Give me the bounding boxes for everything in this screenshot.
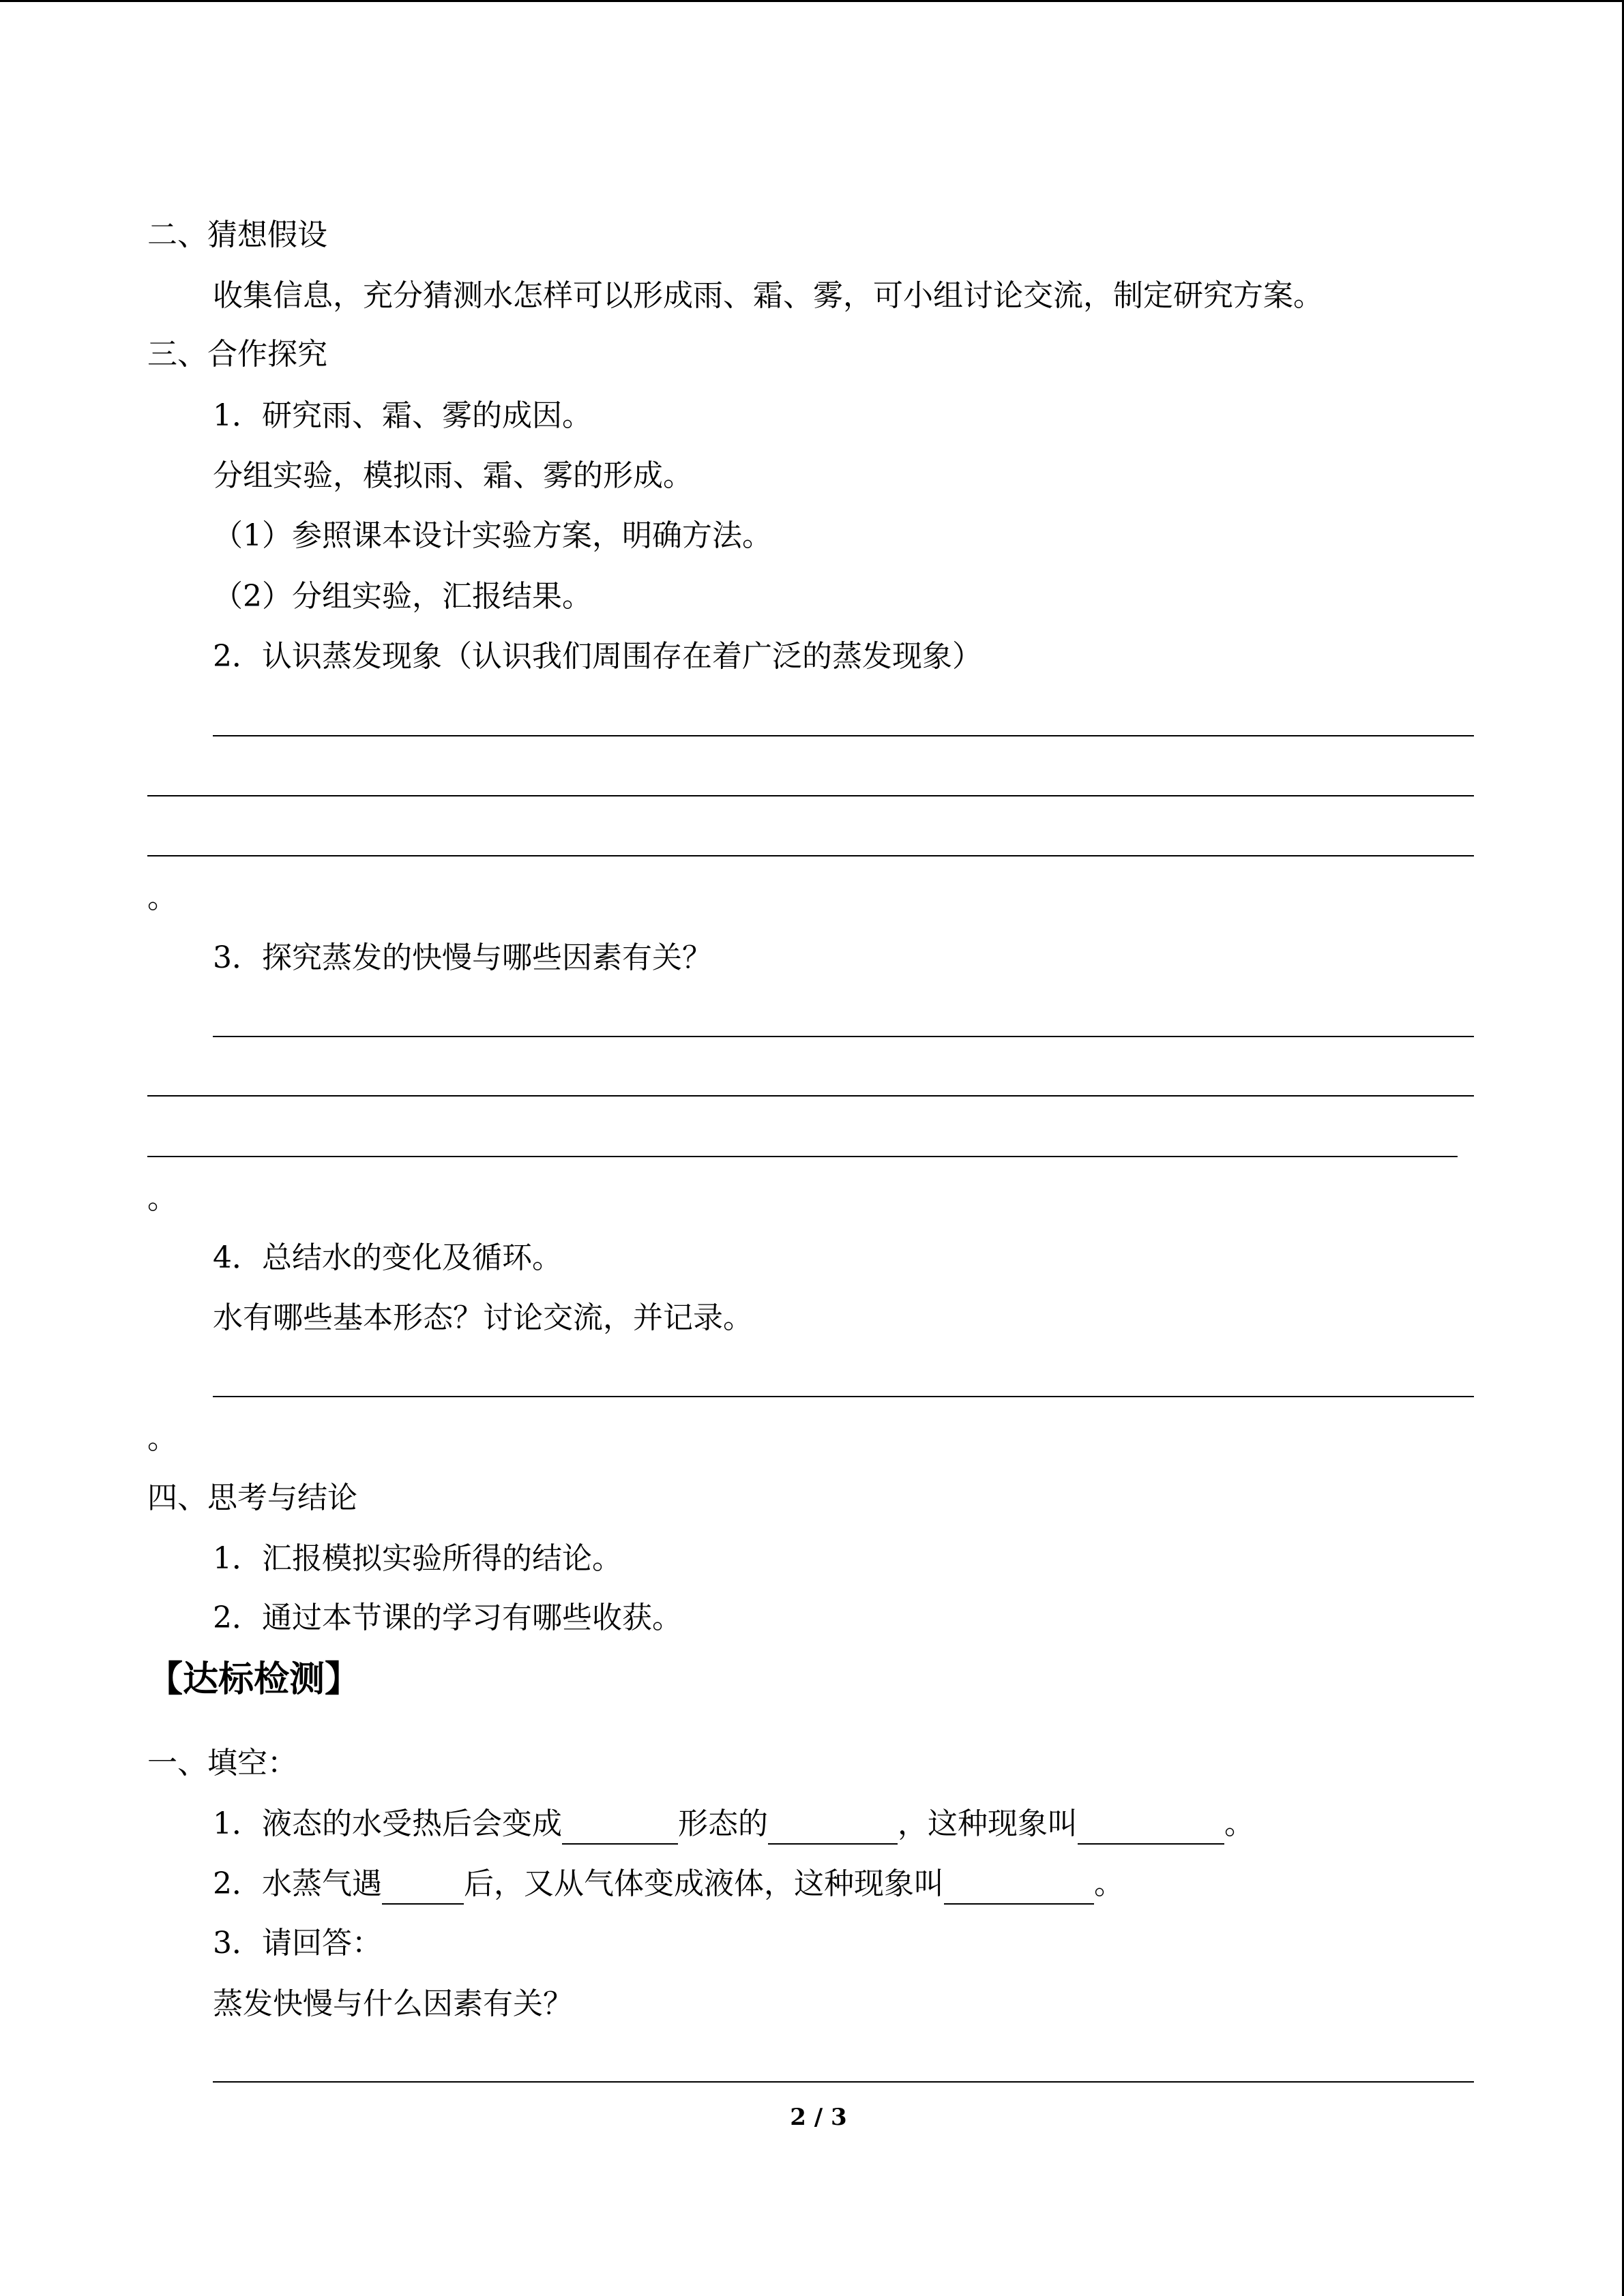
item-2-end-mark: 。: [147, 880, 177, 915]
answer-line[interactable]: [147, 855, 1474, 856]
test-section-title: 【达标检测】: [147, 1659, 361, 1700]
question-3: 3．请回答：: [213, 1926, 382, 1960]
item-4: 4．总结水的变化及循环。: [213, 1240, 562, 1275]
question-2: [213, 1864, 1124, 1905]
question-1-part-d: 。: [1224, 1806, 1254, 1841]
item-1-sub: 分组实验，模拟雨、霜、雾的形成。: [213, 458, 693, 493]
question-1: [213, 1804, 1254, 1845]
question-2-part-b: 后，又从气体变成液体，这种现象叫: [464, 1866, 944, 1901]
question-1-part-c: ，这种现象叫: [898, 1806, 1078, 1841]
answer-blank[interactable]: [562, 1812, 678, 1845]
answer-line[interactable]: [213, 1036, 1474, 1037]
item-4-end-mark: 。: [147, 1421, 177, 1456]
section-4-heading: 四、思考与结论: [147, 1480, 357, 1515]
item-1-step-a: （1）参照课本设计实验方案，明确方法。: [213, 518, 772, 553]
answer-line[interactable]: [147, 795, 1474, 796]
answer-line[interactable]: [213, 1396, 1474, 1397]
item-3: 3．探究蒸发的快慢与哪些因素有关？: [213, 940, 712, 975]
answer-blank[interactable]: [1078, 1812, 1224, 1845]
answer-line[interactable]: [147, 1095, 1474, 1097]
item-1: 1．研究雨、霜、雾的成因。: [213, 398, 592, 433]
question-1-part-a: 1．液态的水受热后会变成: [213, 1806, 562, 1841]
item-2: 2．认识蒸发现象（认识我们周围存在着广泛的蒸发现象）: [213, 639, 982, 674]
item-4-sub: 水有哪些基本形态？讨论交流，并记录。: [213, 1300, 753, 1335]
conclusion-item-2: 2．通过本节课的学习有哪些收获。: [213, 1600, 682, 1635]
question-1-part-b: 形态的: [678, 1806, 768, 1841]
answer-blank[interactable]: [382, 1872, 464, 1905]
answer-line[interactable]: [213, 735, 1474, 736]
answer-blank[interactable]: [768, 1812, 898, 1845]
item-1-step-b: （2）分组实验，汇报结果。: [213, 579, 592, 614]
item-3-end-mark: 。: [147, 1181, 177, 1216]
question-2-part-c: 。: [1094, 1866, 1124, 1901]
conclusion-item-1: 1．汇报模拟实验所得的结论。: [213, 1541, 622, 1576]
page-number: 2 / 3: [790, 2104, 847, 2131]
section-2-heading: 二、猜想假设: [147, 218, 327, 252]
fill-blank-heading: 一、填空：: [147, 1746, 297, 1780]
question-3-sub: 蒸发快慢与什么因素有关？: [213, 1986, 573, 2021]
answer-blank[interactable]: [944, 1872, 1094, 1905]
page-border-top: [0, 0, 1624, 2]
section-3-heading: 三、合作探究: [147, 337, 327, 372]
question-2-part-a: 2．水蒸气遇: [213, 1866, 382, 1901]
answer-line[interactable]: [147, 1156, 1458, 1157]
answer-line[interactable]: [213, 2081, 1474, 2083]
section-2-text: 收集信息，充分猜测水怎样可以形成雨、霜、雾，可小组讨论交流，制定研究方案。: [213, 278, 1323, 313]
